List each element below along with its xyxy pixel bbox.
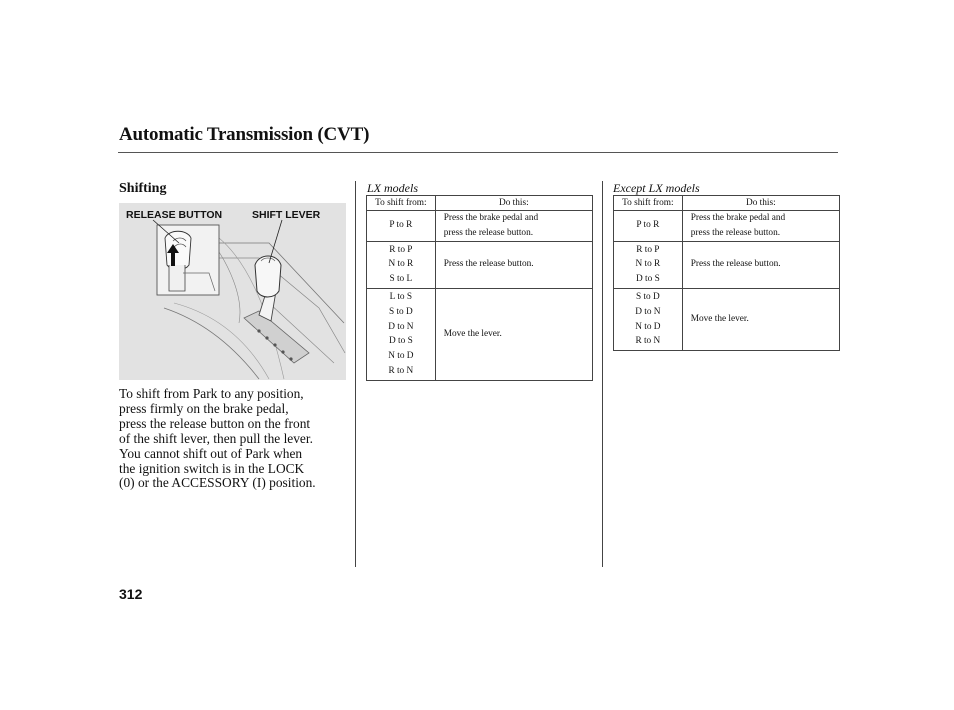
shift-from-value: N to D [388,351,414,362]
page-title: Automatic Transmission (CVT) [119,124,370,145]
lx-models-caption: LX models [367,181,418,195]
title-divider [118,152,838,153]
table-row [614,241,840,288]
shift-from-value: N to D [635,321,661,332]
action-text: Move the lever. [443,328,502,339]
action-text: press the release button. [690,227,781,238]
shifting-instructions [119,387,345,491]
shift-from-value: D to S [388,336,413,347]
shift-lever-label: SHIFT LEVER [252,209,321,221]
instruction-line: press the release button on the front [119,415,311,431]
header-do-this: Do this: [682,196,839,211]
shift-lever-illustration [119,203,346,380]
action-text: Press the brake pedal and [443,213,539,223]
table-row [614,211,840,242]
table-row [367,288,593,380]
shift-from-value: P to R [636,220,660,231]
release-button-label: RELEASE BUTTON [126,209,223,221]
shift-from-value: D to N [388,321,414,332]
instruction-line: of the shift lever, then pull the lever. [119,430,313,446]
except-lx-shift-table [613,195,840,351]
instruction-line: press firmly on the brake pedal, [119,400,289,416]
header-shift-from: To shift from: [614,196,683,211]
shift-from-value: N to R [635,259,661,270]
shift-from-value: L to S [389,291,413,302]
table-row [614,288,840,350]
instruction-line: (0) or the ACCESSORY (I) position. [119,475,316,491]
shift-from-value: S to D [635,291,660,302]
table-row [367,241,593,288]
header-do-this: Do this: [435,196,592,211]
column-divider [355,181,356,567]
page-number: 312 [119,586,143,602]
shift-from-value: P to R [389,220,413,231]
shift-from-value: R to P [389,244,413,255]
section-heading: Shifting [119,181,167,196]
shift-from-value: N to R [388,259,414,270]
except-lx-models-caption: Except LX models [613,181,700,195]
instruction-line: To shift from Park to any position, [119,386,304,401]
shift-lever-drawing [119,203,346,380]
action-text: Press the release button. [690,259,781,270]
action-text: Move the lever. [690,314,749,325]
column-divider [602,181,603,567]
shift-from-value: R to P [636,244,660,255]
instruction-line: You cannot shift out of Park when [119,445,303,461]
lx-shift-table [366,195,593,381]
shift-from-value: S to D [388,306,413,317]
shift-from-value: S to L [389,274,413,285]
shift-from-value: D to S [635,274,660,285]
action-text: Press the brake pedal and [690,213,786,223]
action-text: press the release button. [443,227,534,238]
table-row [367,211,593,242]
shift-from-value: R to N [388,365,414,376]
shift-from-value: R to N [635,336,661,347]
action-text: Press the release button. [443,259,534,270]
shift-from-value: D to N [635,306,661,317]
instruction-line: the ignition switch is in the LOCK [119,460,305,476]
header-shift-from: To shift from: [367,196,436,211]
